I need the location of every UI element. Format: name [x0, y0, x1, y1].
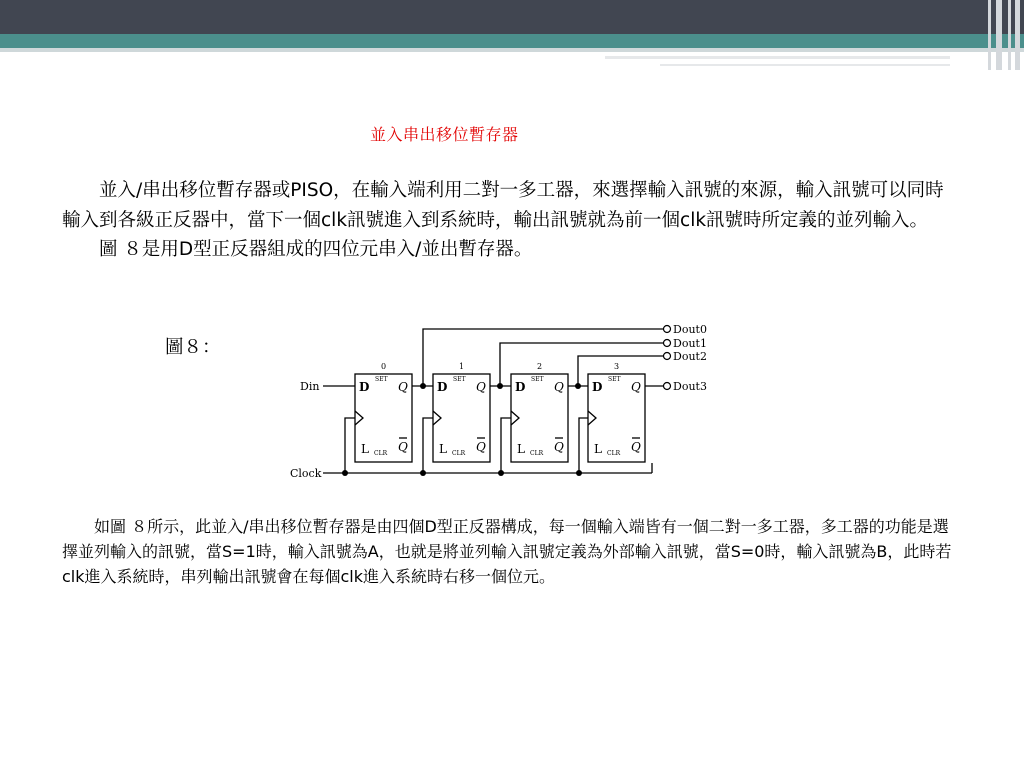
ff-l-label: L [361, 442, 369, 456]
figure-label: 圖８： [165, 337, 221, 358]
stage-number: 1 [459, 362, 465, 371]
dout0-terminal [664, 326, 671, 333]
ff-qbar-label: Q [554, 440, 564, 454]
ff-clr-label: CLR [530, 450, 544, 457]
stage-number: 2 [537, 362, 543, 371]
stage-number: 0 [381, 362, 387, 371]
ff-qbar-label: Q [398, 440, 408, 454]
slide-title: 並入串出移位暫存器 [370, 125, 519, 144]
ff-set-label: SET [608, 376, 621, 383]
ff-set-label: SET [453, 376, 466, 383]
ff-set-label: SET [531, 376, 544, 383]
din-label: Din [300, 380, 320, 393]
ff-qbar-label: Q [476, 440, 486, 454]
header-dark-bar [0, 0, 1024, 34]
ff-l-label: L [517, 442, 525, 456]
ff-clr-label: CLR [452, 450, 466, 457]
ff-d-label: D [359, 380, 370, 394]
ff-d-label: D [437, 380, 448, 394]
ff-d-label: D [592, 380, 603, 394]
ff-q-label: Q [476, 380, 486, 394]
stage-number: 3 [614, 362, 620, 371]
header-deco-strip [1015, 0, 1020, 70]
dout1-label: Dout1 [673, 337, 707, 350]
dout3-label: Dout3 [673, 380, 707, 393]
ff-qbar-label: Q [631, 440, 641, 454]
ff-l-label: L [439, 442, 447, 456]
header-deco-line [605, 56, 950, 59]
ff-clr-label: CLR [374, 450, 388, 457]
dout2-label: Dout2 [673, 350, 707, 363]
piso-circuit-diagram [285, 318, 745, 493]
dout3-terminal [664, 383, 671, 390]
dout0-label: Dout0 [673, 323, 707, 336]
ff-q-label: Q [554, 380, 564, 394]
dout2-terminal [664, 353, 671, 360]
intro-paragraph: 並入/串出移位暫存器或PISO，在輸入端利用二對一多工器，來選擇輸入訊號的來源，輸入訊號可以同時輸入到各級正反器中，當下一個clk訊號進入到系統時，輸出訊號就為前一個clk訊號時所定義的並列輸入。 圖 ８是用D型正反器組成的四位元串入/並出暫存器。 [62, 180, 944, 261]
clock-label: Clock [290, 467, 322, 480]
explanation-paragraph: 如圖 ８所示，此並入/串出移位暫存器是由四個D型正反器構成，每一個輸入端皆有一個二對一多工器，多工器的功能是選擇並列輸入的訊號，當S=1時，輸入訊號為A，也就是將並列輸入訊號定義為外部輸入訊號，當S=0時，輸入訊號為B，此時若clk進入系統時，串列輸出訊號會在每個clk進入系統時右移一個位元。 [62, 517, 952, 586]
ff-d-label: D [515, 380, 526, 394]
header-deco-strip [996, 0, 1002, 70]
dout1-terminal [664, 340, 671, 347]
header-deco-line-2 [660, 64, 950, 66]
ff-q-label: Q [631, 380, 641, 394]
header-teal-bar [0, 34, 1024, 48]
ff-l-label: L [594, 442, 602, 456]
ff-q-label: Q [398, 380, 408, 394]
header-deco-strip [1008, 0, 1011, 70]
header-light-bar [0, 48, 1024, 52]
ff-clr-label: CLR [607, 450, 621, 457]
ff-set-label: SET [375, 376, 388, 383]
header-deco-strip [988, 0, 991, 70]
